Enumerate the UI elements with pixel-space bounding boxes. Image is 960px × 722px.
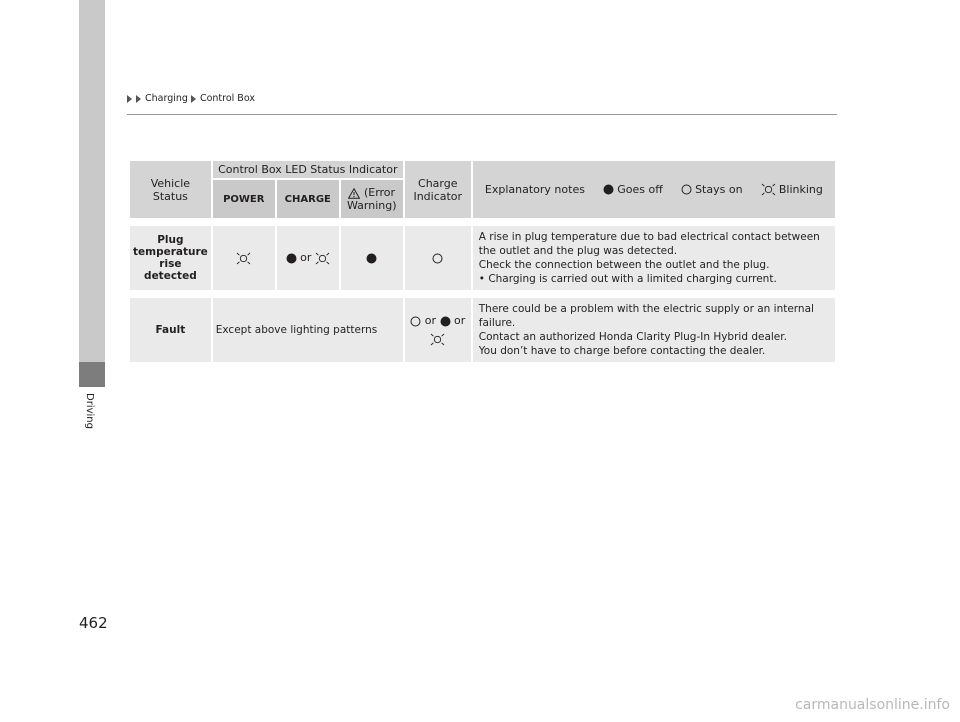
notes-cell bbox=[473, 298, 835, 362]
charge-indicator-cell: or or bbox=[405, 298, 471, 362]
legend-stays-on: Stays on bbox=[681, 183, 742, 196]
note-line: You don’t have to charge before contacting the dealer. bbox=[478, 345, 766, 357]
page-number: 462 bbox=[79, 614, 108, 632]
table-row bbox=[130, 298, 835, 362]
breadcrumb-arrow-icon bbox=[127, 95, 132, 103]
col-explanatory-notes bbox=[473, 161, 835, 218]
pattern-cell: Except above lighting patterns bbox=[213, 298, 403, 362]
watermark: carmanualsonline.info bbox=[795, 697, 950, 713]
note-line: There could be a problem with the electric supply or an internal failure. bbox=[478, 303, 814, 329]
table-row bbox=[130, 226, 835, 290]
col-charge: CHARGE bbox=[277, 180, 339, 218]
section-tab bbox=[79, 362, 105, 387]
breadcrumb bbox=[127, 93, 255, 104]
col-led-group: Control Box LED Status Indicator bbox=[213, 161, 403, 178]
row-status: Fault bbox=[130, 298, 211, 362]
col-power: POWER bbox=[213, 180, 275, 218]
warning-icon bbox=[348, 188, 360, 199]
legend-goes-off: Goes off bbox=[603, 183, 663, 196]
breadcrumb-arrow-icon bbox=[136, 95, 141, 103]
note-line: A rise in plug temperature due to bad electrical contact between the outlet and the plug was detected. bbox=[478, 231, 820, 257]
power-cell bbox=[213, 226, 275, 290]
blinking-icon bbox=[315, 252, 330, 265]
stays-on-icon bbox=[681, 184, 692, 195]
breadcrumb-arrow-icon bbox=[191, 95, 196, 103]
side-strip bbox=[79, 0, 105, 362]
goes-off-icon bbox=[603, 184, 614, 195]
legend-blinking: Blinking bbox=[761, 183, 823, 196]
goes-off-icon bbox=[286, 253, 297, 264]
stays-on-icon bbox=[410, 316, 421, 327]
goes-off-icon bbox=[366, 253, 377, 264]
row-status: Plug temperature rise detected bbox=[130, 226, 211, 290]
col-charge-indicator: Charge Indicator bbox=[405, 161, 471, 218]
error-warning-cell bbox=[341, 226, 403, 290]
blinking-icon bbox=[430, 333, 445, 346]
status-table bbox=[128, 159, 837, 364]
goes-off-icon bbox=[440, 316, 451, 327]
stays-on-icon bbox=[432, 253, 443, 264]
explanatory-notes-label: Explanatory notes bbox=[484, 183, 585, 196]
breadcrumb-item-control-box[interactable]: Control Box bbox=[199, 93, 255, 104]
col-vehicle-status: Vehicle Status bbox=[130, 161, 211, 218]
notes-cell bbox=[473, 226, 835, 290]
note-line: Contact an authorized Honda Clarity Plug-In Hybrid dealer. bbox=[478, 331, 787, 343]
col-error-warning: (Error Warning) bbox=[341, 180, 403, 218]
charge-cell: or bbox=[277, 226, 339, 290]
breadcrumb-item-charging[interactable]: Charging bbox=[145, 93, 188, 104]
note-line: Check the connection between the outlet and the plug. bbox=[478, 259, 770, 271]
blinking-icon bbox=[761, 183, 776, 196]
section-label: Driving bbox=[84, 393, 95, 429]
header-divider bbox=[127, 114, 837, 115]
blinking-icon bbox=[236, 252, 251, 265]
note-bullet: • Charging is carried out with a limited charging current. bbox=[478, 273, 777, 285]
charge-indicator-cell bbox=[405, 226, 471, 290]
bullet-icon: • bbox=[478, 273, 485, 285]
